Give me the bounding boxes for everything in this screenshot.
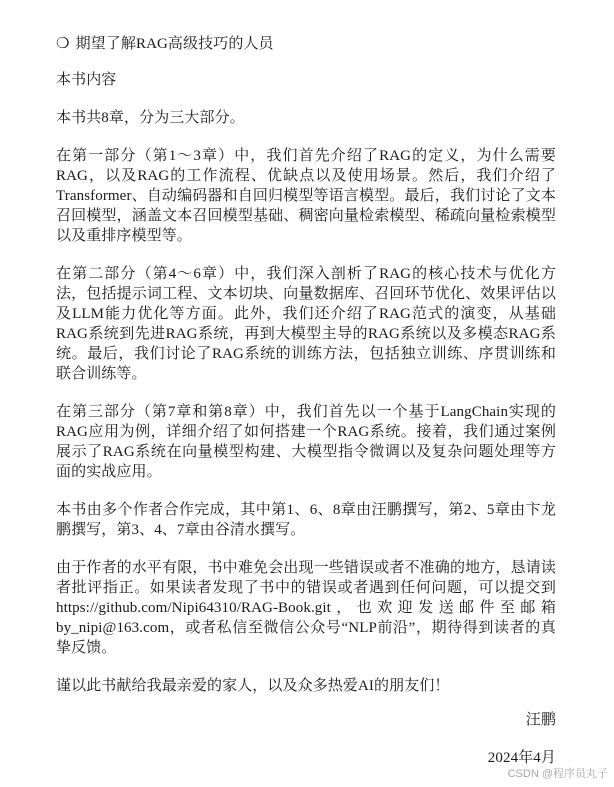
paragraph-feedback: 由于作者的水平有限，书中难免会出现一些错误或者不准确的地方，恳请读者批评指正。如果读者发现了书中的错误或者遇到任何问题，可以提交到https://github.com/Nipi64310/RAG-Book.git，也欢迎发送邮件至邮箱by_nipi@163.com，或者私信至微信公众号“NLP前沿”，期待得到读者的真挚反馈。	[56, 560, 556, 656]
audience-bullet-item	[56, 34, 556, 54]
paragraph-part-two: 在第二部分（第4～6章）中，我们深入剖析了RAG的核心技术与优化方法，包括提示词工程、文本切块、向量数据库、召回环节优化、效果评估以及LLM能力优化等方面。此外，我们还介绍了RAG范式的演变，从基础RAG系统到先进RAG系统，再到大模型主导的RAG系统以及多模态RAG系统。最后，我们讨论了RAG系统的训练方法，包括独立训练、序贯训练和联合训练等。	[56, 266, 556, 382]
csdn-watermark: CSDN @程序员丸子	[507, 768, 608, 780]
signature-author: 汪鹏	[525, 712, 556, 728]
document-page	[56, 30, 556, 768]
paragraph-overview: 本书共8章，分为三大部分。	[56, 110, 245, 126]
paragraph-part-three: 在第三部分（第7章和第8章）中，我们首先以一个基于LangChain实现的RAG应用为例，详细介绍了如何搭建一个RAG系统。接着，我们通过案例展示了RAG系统在向量模型构建、大模型指令微调以及复杂问题处理等方面的实战应用。	[56, 404, 556, 480]
paragraph-part-one: 在第一部分（第1～3章）中，我们首先介绍了RAG的定义，为什么需要RAG，以及RAG的工作流程、优缺点以及使用场景。然后，我们介绍了Transformer、自动编码器和自回归模型等语言模型。最后，我们讨论了文本召回模型，涵盖文本召回模型基础、稠密向量检索模型、稀疏向量检索模型以及重排序模型等。	[56, 148, 556, 244]
paragraph-dedication: 谨以此书献给我最亲爱的家人，以及众多热爱AI的朋友们！	[56, 678, 450, 694]
hollow-circle-bullet-icon: ❍	[56, 36, 70, 52]
signature-date: 2024年4月	[487, 750, 556, 766]
paragraph-authors: 本书由多个作者合作完成，其中第1、6、8章由汪鹏撰写，第2、5章由卞龙鹏撰写，第3、4、7章由谷清水撰写。	[56, 502, 556, 538]
audience-bullet-text: 期望了解RAG高级技巧的人员	[75, 36, 274, 52]
section-heading: 本书内容	[56, 72, 117, 88]
